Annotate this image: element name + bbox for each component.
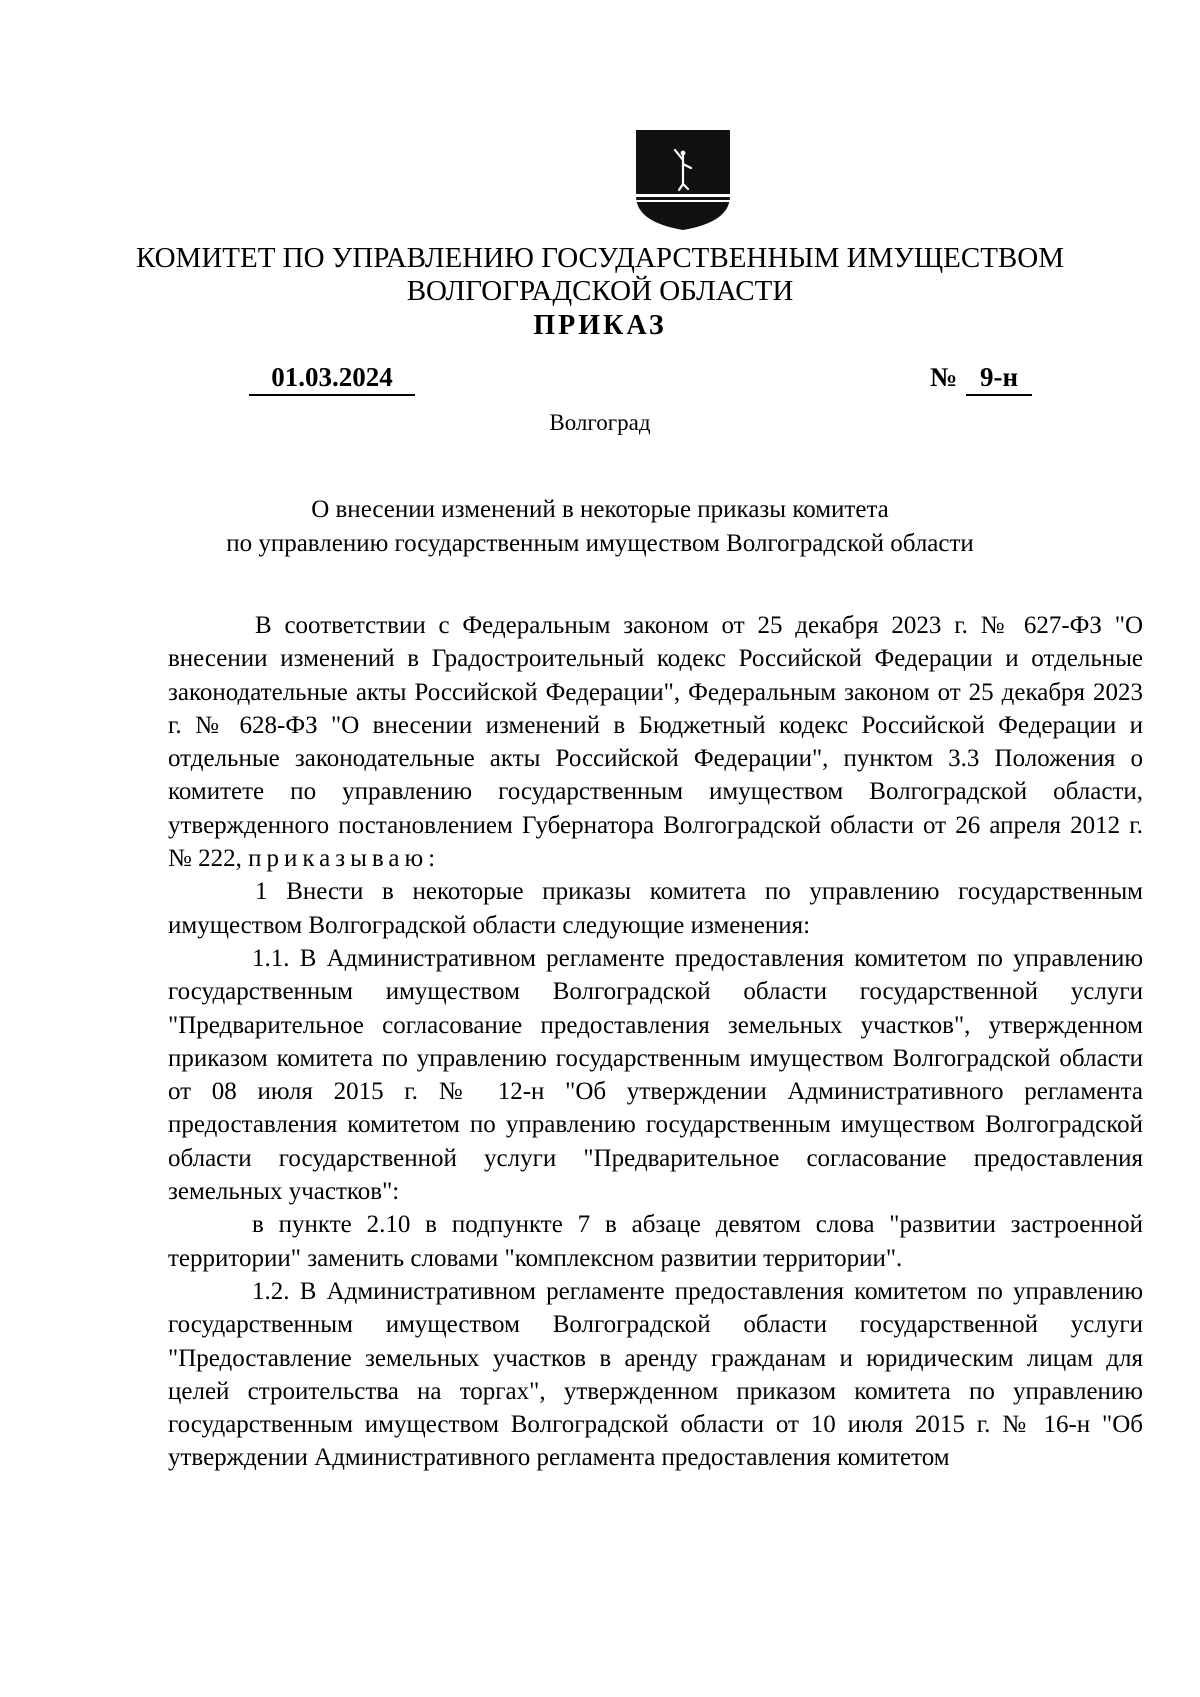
document-date: 01.03.2024 (249, 360, 415, 396)
paragraph-item-1-1: 1.1. В Административном регламенте предоставления комитетом по управлению государственным имуществом Волгоградской области государственной услуги "Предварительное согласование предоставления земельных участков", утвержденном приказом комитета по управлению государственным имуществом Волгоградской области от 08 июля 2015 г. № 12-н "Об утверждении Административного регламента предоставления комитетом по управлению государственным имуществом Волгоградской области государственной услуги "Предварительное согласование предоставления земельных участков": (168, 944, 1143, 1206)
paragraph-preamble (168, 609, 1143, 875)
order-verb: приказываю: (248, 845, 441, 873)
volgograd-coat-of-arms-icon (634, 130, 732, 230)
document-city: Волгоград (549, 410, 651, 435)
organization-name-line1: КОМИТЕТ ПО УПРАВЛЕНИЮ ГОСУДАРСТВЕННЫМ ИМУЩЕСТВОМ (135, 242, 1064, 274)
document-number: 9-н (966, 360, 1032, 396)
paragraph-item-1-1-change: в пункте 2.10 в подпункте 7 в абзаце девятом слова "развитии застроенной территории" заменить словами "комплексном развитии территории". (168, 1211, 1143, 1272)
document-type-title: ПРИКАЗ (533, 310, 667, 341)
preamble-text: В соответствии с Федеральным законом от 25 декабря 2023 г. № 627-ФЗ "О внесении изменений в Градостроительный кодекс Российской Федерации и отдельные законодательные акты Российской Федерации", Федеральным законом от 25 декабря 2023 г. № 628-ФЗ "О внесении изменений в Бюджетный кодекс Российской Федерации и отдельные законодательные акты Российской Федерации", пунктом 3.3 Положения о комитете по управлению государственным имуществом Волгоградской области, утвержденного постановлением Губернатора Волгоградской области от 26 апреля 2012 г. № 222, (168, 612, 1143, 873)
organization-name-line2: ВОЛГОГРАДСКОЙ ОБЛАСТИ (406, 275, 794, 307)
document-number-label: № (930, 362, 958, 392)
subject-line2: по управлению государственным имуществом Волгоградской области (226, 530, 974, 557)
document-body (168, 609, 1143, 1475)
subject-line1: О внесении изменений в некоторые приказы комитета (311, 496, 889, 523)
paragraph-item-1: 1 Внести в некоторые приказы комитета по управлению государственным имуществом Волгоградской области следующие изменения: (168, 878, 1143, 939)
paragraph-item-1-2: 1.2. В Административном регламенте предоставления комитетом по управлению государственным имуществом Волгоградской области государственной услуги "Предоставление земельных участков в аренду гражданам и юридическим лицам для целей строительства на торгах", утвержденном приказом комитета по управлению государственным имуществом Волгоградской области от 10 июля 2015 г. № 16-н "Об утверждении Административного регламента предоставления комитетом (168, 1277, 1143, 1472)
